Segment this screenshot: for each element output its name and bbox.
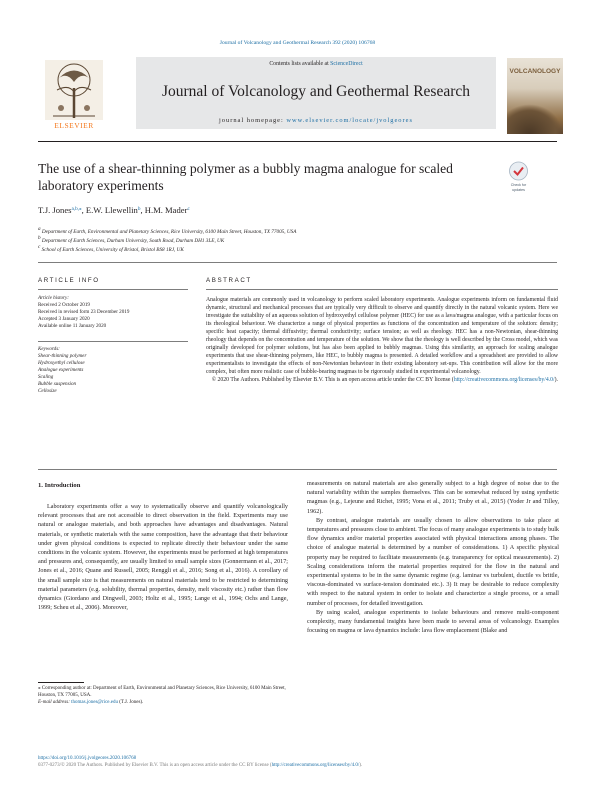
- contents-prefix: Contents lists available at: [269, 61, 331, 67]
- abstract-bottom-rule: [38, 469, 557, 470]
- keyword: Bubble suspension: [38, 381, 77, 387]
- author-name[interactable]: T.J. Jones: [38, 205, 72, 215]
- paragraph: By contrast, analogue materials are usually chosen to allow observations to take place at temperatures and pressures close to ambient. The focus of many analogue experiments is to study bulk flow dynamics and/or material properties associated with physical interactions among phases. The choice of analogue material is determined by a number of considerations. 1) A specific physical property may be required to facilitate measurements (e.g. transparency for optical measurements). 2) Scaling considerations inform the material properties required for the flow in the natural and experimental systems to be in the same dynamic regime (e.g. laminar vs turbulent, ductile vs brittle, viscous-dominated vs surface-tension dominated etc.). 3) It may be desirable to reduce complexity with respect to the natural system in order to isolate and characterize a single process, or a small number of processes, for detailed investigation.: [307, 517, 559, 607]
- affiliation: c School of Earth Sciences, University of Bristol, Bristol BS8 1RJ, UK: [38, 244, 184, 253]
- history-item: Available online 11 January 2020: [38, 323, 107, 329]
- cover-volcano-icon: [507, 104, 563, 134]
- abstract-body: [206, 296, 558, 385]
- doi-link[interactable]: https://doi.org/10.1016/j.jvolgeores.2020.106768: [38, 756, 137, 761]
- author-name[interactable]: E.W. Llewellin: [85, 205, 138, 215]
- author-name[interactable]: H.M. Mader: [144, 205, 188, 215]
- check-for-updates-badge[interactable]: [505, 160, 532, 196]
- history-item: Accepted 3 January 2020: [38, 316, 90, 322]
- keyword: Scaling: [38, 374, 54, 380]
- license-statement: © 2020 The Authors. Published by Elsevier B.V. This is an open access article under the CC BY license (http://creativecommons.org/licenses/by/4.0/).: [211, 377, 558, 384]
- keywords-label: Keywords:: [38, 346, 60, 352]
- history-item: Received 2 October 2019: [38, 302, 90, 308]
- affiliation: a Department of Earth, Environmental and Planetary Sciences, Rice University, 6100 Main Street, Houston, TX 77005, USA: [38, 226, 297, 235]
- abstract-heading: ABSTRACT: [206, 277, 252, 284]
- footnote: [38, 685, 290, 706]
- keyword: Analogue experiments: [38, 367, 84, 373]
- cover-title: VOLCANOLOGY: [509, 68, 561, 75]
- svg-text:Check for: Check for: [510, 183, 527, 187]
- right-column: [307, 480, 559, 636]
- left-column: [38, 503, 288, 613]
- article-title: The use of a shear-thinning polymer as a bubbly magma analogue for scaled laboratory experiments: [38, 161, 453, 193]
- history-item: Received in revised form 23 December 2019: [38, 309, 130, 315]
- article-history: [38, 295, 198, 330]
- email-link[interactable]: thomas.jones@rice.edu: [71, 700, 118, 705]
- article-info-heading: ARTICLE INFO: [38, 277, 100, 284]
- homepage-link[interactable]: www.elsevier.com/locate/jvolgeores: [286, 117, 413, 124]
- corresponding-note: ⁎ Corresponding author at: Department of Earth, Environmental and Planetary Sciences, Rice University, 6100 Main Street, Houston, TX 77005, USA.: [38, 686, 286, 698]
- journal-citation[interactable]: Journal of Volcanology and Geothermal Research 392 (2020) 106768: [219, 40, 376, 46]
- author-affil-sup[interactable]: a,b,⁎: [71, 206, 82, 212]
- journal-name: Journal of Volcanology and Geothermal Research: [161, 83, 471, 100]
- paragraph: Laboratory experiments offer a way to systematically observe and quantify volcanologically relevant processes that are not accessible to direct observation in the field. Experiments may use natural or analogue materials, and both approaches have advantages and disadvantages. Natural materials, or synthetic materials with the same composition, have the advantage that their behaviour under given physical conditions is expected to replicate directly their behaviour under the same conditions in the volcanic system. However, the experiments must be performed at high temperatures and pressures and, consequently, are usually limited to small sample sizes (Gonnermann et al., 2017; Jones et al., 2016; Quane and Russell, 2005; Rengglі et al., 2016; Song et al., 2016). A corollary of the small sample size is that measurements on natural materials tend to be restricted to determining material parameters (e.g. solubility, thermal properties, density, melt viscosity etc.) rather than flow dynamics (Giordano and Dingwell, 2003; Holtz et al., 1995; Lange et al., 1994; Ochs and Lange, 1999; Scheu et al., 2006). Moreover,: [38, 504, 288, 612]
- author-list: T.J. Jones$^{a,b,⁎}$, E.W. Llewellin$^b$, H.M. Mader$^c$: [38, 205, 190, 215]
- svg-text:updates: updates: [512, 188, 525, 192]
- abstract-text: Analogue materials are commonly used in volcanology to perform scaled laboratory experiments. Analogue experiments inform on fundamental fluid dynamic, structural and mechanical processes that are typically very difficult to observe and quantify directly in the natural volcanic system. Here we investigate the suitability of an aqueous solution of hydroxyethyl cellulose polymer (HEC) for use as a lava/magma analogue, with a particular focus on its rheological behaviour. We characterize a range of physical properties as functions of the concentration and temperature of the solution: density; specific heat capacity; thermal diffusivity; thermal conductivity; surface tension; as well as rheology. HEC has a non-Newtonian, shear-thinning rheology that depends on the concentration and temperature of the solution. We show that the rheology is well described by the Cross model, which was originally developed for polymer solutions, but has also been applied to bubbly magmas. Using this similarity, an approach for scaling analogue experiments that use shear-thinning polymers, like HEC, to bubbly magma is presented. A detailed workflow and a spreadsheet are provided to allow experimentalists to investigate the effects of non-Newtonian behaviour in their existing laboratory set-ups. This contribution will allow for the more complex, but often more realistic case of bubble-bearing magmas to be rigorously studied in experimental volcanology.: [206, 297, 558, 376]
- journal-cover-image: [507, 58, 563, 134]
- contents-line: [136, 61, 496, 67]
- email-line: E-mail address: thomas.jones@rice.edu (T.J. Jones).: [38, 700, 144, 705]
- copyright-line: 0377-0273/© 2020 The Authors. Published by Elsevier B.V. This is an open access article under the CC BY license (http://creativecommons.org/licenses/by/4.0/).: [38, 763, 363, 768]
- license-link[interactable]: http://creativecommons.org/licenses/by/4.0/: [453, 377, 555, 384]
- homepage-label: journal homepage:: [219, 117, 287, 124]
- footnote-rule: [38, 682, 84, 683]
- keywords: [38, 346, 198, 395]
- affiliation: b Department of Earth Sciences, Durham University, South Road, Durham DH1 3LE, UK: [38, 235, 225, 244]
- abstract-rule: [206, 289, 558, 290]
- keyword: Cellosize: [38, 388, 57, 394]
- footer-license-link[interactable]: http://creativecommons.org/licenses/by/4.0/: [271, 763, 360, 768]
- keyword: Hydroxyethyl cellulose: [38, 360, 85, 366]
- keyword: Shear-thinning polymer: [38, 353, 87, 359]
- info-rule: [38, 289, 188, 290]
- author-affil-sup[interactable]: b: [137, 206, 141, 212]
- section-heading: 1. Introduction: [38, 482, 81, 489]
- header-rule: [38, 141, 557, 142]
- author-affil-sup[interactable]: c: [187, 206, 190, 212]
- publisher-name: ELSEVIER: [54, 121, 94, 130]
- history-label: Article history:: [38, 295, 69, 301]
- paragraph: measurements on natural materials are also generally subject to a high degree of noise due to the natural variability within the samples themselves. This can be somewhat reduced by using synthetic magmas (e.g., Lejeune and Richet, 1995; Vona et al., 2011; Truby et al., 2015) (Yoder Jr and Tilley, 1962).: [307, 481, 559, 515]
- paragraph: By using scaled, analogue experiments to isolate behaviours and remove multi-component complexity, many fundamental insights have been made to several areas of volcanology. Examples focusing on magma or lava dynamics include: lava flow emplacement (Blake and: [307, 609, 559, 635]
- info-rule: [38, 341, 188, 342]
- sciencedirect-link[interactable]: ScienceDirect: [330, 61, 363, 67]
- journal-homepage: [136, 117, 496, 124]
- affiliation-rule: [38, 262, 557, 263]
